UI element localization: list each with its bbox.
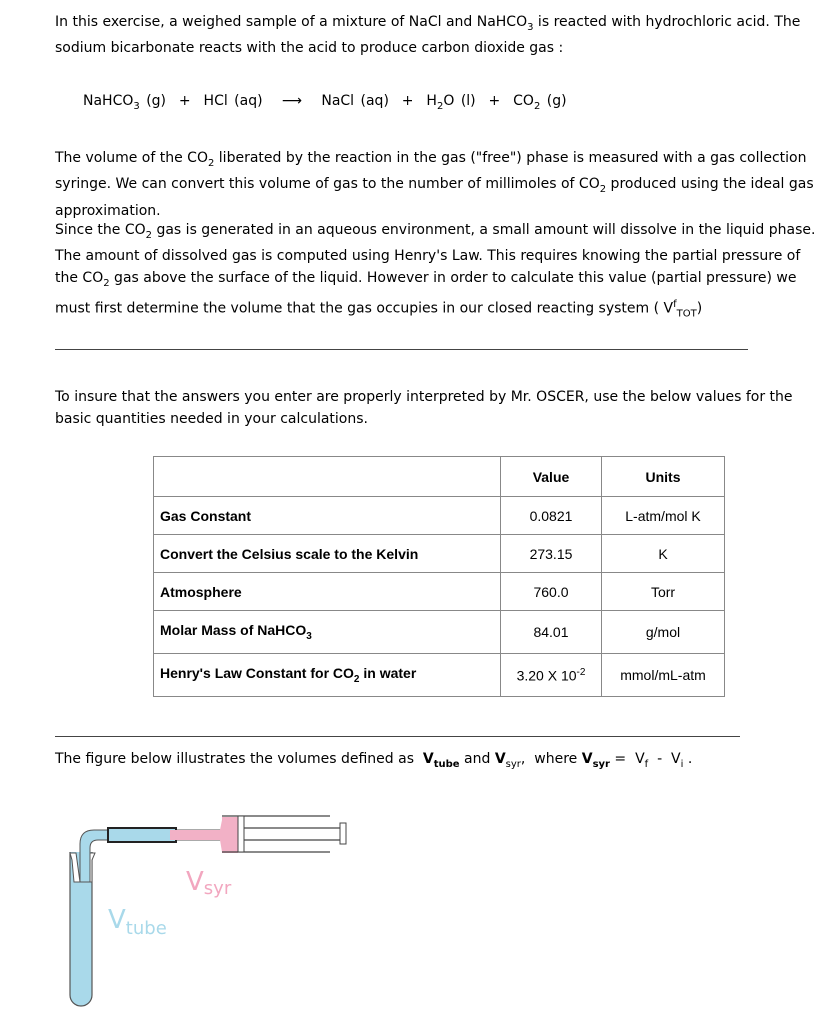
table-row: Convert the Celsius scale to the Kelvin 273.15 K bbox=[154, 535, 725, 573]
figure-caption: The figure below illustrates the volumes defined as $V_{tube}$ and $V_{syr}$, where $V_{syr} = V_f - V_i$ . bbox=[55, 751, 693, 770]
apparatus-figure bbox=[50, 800, 370, 1024]
plunger-rod bbox=[244, 828, 340, 840]
reaction-equation: NaHCO$_3$ (g) + HCl (aq) ⟶ NaCl $(aq) + H_2O$ $(l) + CO_2$ (g) bbox=[83, 93, 567, 112]
values-intro: To insure that the answers you enter are properly interpreted by Mr. OSCER, use the below values for the basic quantities needed in your calculations. bbox=[55, 389, 793, 427]
henry-law-paragraph: Since the $CO_2$ gas is generated in an aqueous environment, a small amount will dissolve in the liquid phase. The amount of dissolved gas is computed using Henry's Law. This requires knowing the partial pressure of the $CO_2$ gas above the surface of the liquid. However in order to calculate this value (partial pressure) we must first determine the volume that the gas occupies in our closed reacting system ( $V^f_{TOT}$) bbox=[55, 222, 816, 320]
connector bbox=[108, 828, 176, 842]
syringe-fill bbox=[222, 817, 238, 853]
syringe-tip bbox=[170, 820, 222, 852]
vtube-label: $V_{tube}$ bbox=[108, 905, 167, 939]
table-row: Molar Mass of NaHCO$_3$ 84.01 g/mol bbox=[154, 611, 725, 654]
table-row: Henry's Law Constant for $CO_2$ in water 3.20 X $10^{-2}$ mmol/mL-atm bbox=[154, 654, 725, 697]
gas-volume-paragraph: The volume of the $CO_2$ liberated by the reaction in the gas ("free") phase is measured with a gas collection syringe. We can convert this volume of gas to the number of millimoles of $CO_2$ produced using the ideal gas approximation. bbox=[55, 150, 814, 219]
vsyr-label: Vsyr bbox=[186, 867, 232, 899]
plunger-head bbox=[238, 816, 244, 852]
constants-table bbox=[153, 456, 725, 697]
plunger-handle bbox=[340, 823, 346, 844]
table-row: Atmosphere 760.0 Torr bbox=[154, 573, 725, 611]
intro-paragraph: In this exercise, a weighed sample of a mixture of NaCl and NaHCO$_3$ is reacted with hydrochloric acid. The sodium bicarbonate reacts with the acid to produce carbon dioxide gas : bbox=[55, 14, 801, 57]
divider bbox=[55, 736, 740, 737]
table-row: Gas Constant 0.0821 L-atm/mol K bbox=[154, 497, 725, 535]
table-header: Value Units bbox=[154, 457, 725, 497]
divider bbox=[55, 349, 748, 350]
